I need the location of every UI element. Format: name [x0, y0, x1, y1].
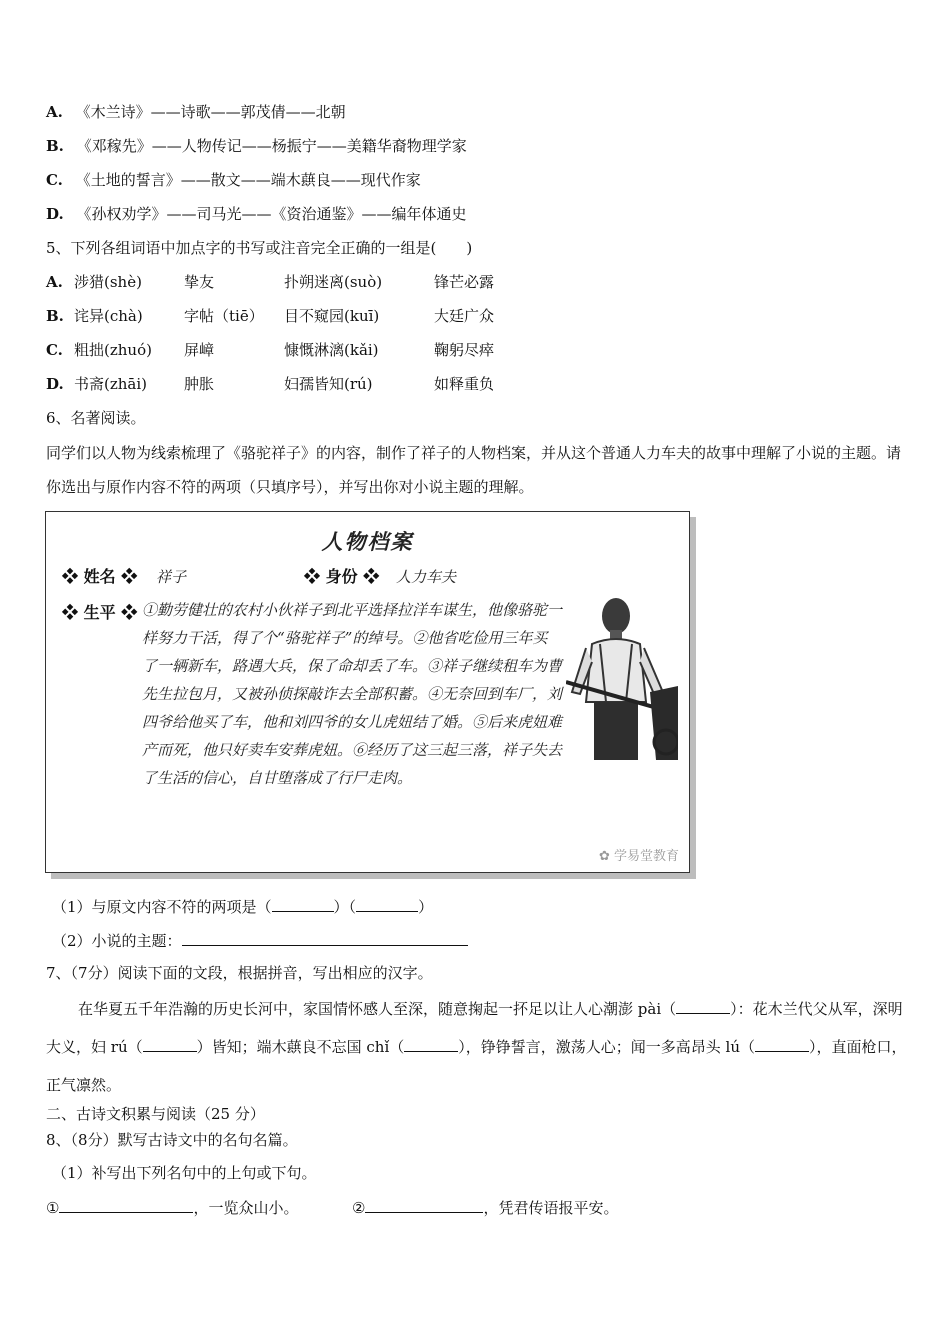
passage-part: 在华夏五千年浩瀚的历史长河中，家国情怀感人至深，随意掬起一抔足以让人心潮澎 pài（ — [78, 1000, 677, 1018]
life-tag — [62, 600, 137, 623]
item-text: ，凭君传语报平安。 — [483, 1199, 619, 1217]
item-text: ，一览众山小。 — [193, 1199, 299, 1217]
q4-option-c — [46, 170, 421, 190]
rickshaw-puller-illustration — [566, 582, 678, 762]
word-cell: 目不窥园(kuī) — [284, 307, 380, 325]
sub1-text: （1）与原文内容不符的两项是（ — [52, 898, 272, 916]
name-value: 祥子 — [156, 568, 187, 586]
word-cell: 慷慨淋漓(kǎi) — [284, 341, 379, 359]
name-tag-label: 姓名 — [83, 567, 116, 586]
ornament-icon: ❖ — [121, 567, 138, 586]
option-label: C. — [46, 171, 63, 189]
life-tag-label: 生平 — [83, 603, 116, 622]
word-cell: 字帖（tiē） — [184, 307, 264, 325]
section-2-heading: 二、古诗文积累与阅读（25 分） — [46, 1105, 265, 1123]
word-cell: 妇孺皆知(rú) — [284, 375, 373, 393]
answer-blank[interactable] — [59, 1196, 193, 1213]
word-cell: 涉猎(shè) — [74, 273, 142, 291]
name-tag — [62, 564, 137, 587]
q5-stem: 5、下列各组词语中加点字的书写或注音完全正确的一组是( ) — [46, 239, 473, 257]
option-label: A. — [46, 273, 63, 291]
option-text: 《木兰诗》——诗歌——郭茂倩——北朝 — [75, 103, 346, 121]
passage-part: ），铮铮誓言，激荡人心；闻一多高昂头 lú（ — [458, 1038, 755, 1056]
word-cell: 粗拙(zhuó) — [74, 341, 152, 359]
option-label: B. — [46, 307, 64, 325]
ornament-icon: ❖ — [62, 603, 79, 622]
answer-blank[interactable] — [356, 895, 418, 912]
ornament-icon: ❖ — [304, 567, 321, 586]
word-cell: 书斋(zhāi) — [74, 375, 148, 393]
ornament-icon: ❖ — [121, 603, 138, 622]
passage-part: ），直面枪口，正气凛然。 — [46, 1038, 907, 1094]
passage-part: ）皆知；端木蕻良不忘国 chǐ（ — [196, 1038, 405, 1056]
item-mark: ① — [46, 1199, 60, 1217]
q6-sub2 — [52, 929, 468, 951]
option-label: B. — [46, 137, 64, 155]
option-label: C. — [46, 341, 63, 359]
option-text: 《土地的誓言》——散文——端木蕻良——现代作家 — [75, 171, 421, 189]
sub1-end: ） — [418, 898, 434, 916]
character-profile-figure — [45, 511, 690, 873]
wechat-icon: ✿ — [598, 849, 610, 864]
word-cell: 扑朔迷离(suò) — [284, 273, 383, 291]
word-cell: 如释重负 — [434, 375, 495, 393]
word-cell: 大廷广众 — [434, 307, 495, 325]
q4-option-a — [46, 102, 346, 122]
sub1-mid: ）（ — [333, 898, 357, 916]
answer-blank[interactable] — [272, 895, 334, 912]
life-text: ①勤劳健壮的农村小伙祥子到北平选择拉洋车谋生，他像骆驼一样努力干活，得了个“骆驼祥子”的绰号。②他省吃俭用三年买了一辆新车，路遇大兵，保了命却丢了车。③祥子继续租车为曹先生拉包月，又被孙侦探敲诈去全部积蓄。④无奈回到车厂，刘四爷给他买了车，他和刘四爷的女儿虎妞结了婚。⑤后来虎妞难产而死，他只好卖车安葬虎妞。⑥经历了这三起三落，祥子失去了生活的信心，自甘堕落成了行尸走肉。 — [142, 601, 563, 787]
q7-passage — [46, 990, 908, 1104]
watermark — [599, 845, 679, 864]
option-text: 《孙权劝学》——司马光——《资治通鉴》——编年体通史 — [76, 205, 467, 223]
passage-part: ）：花木兰代父从军，深明大义，妇 rú（ — [46, 1000, 903, 1056]
identity-tag-label: 身份 — [325, 567, 358, 586]
answer-blank[interactable] — [755, 1035, 809, 1052]
identity-tag — [304, 564, 379, 587]
sub2-text: （2）小说的主题： — [52, 932, 182, 950]
q8-stem: 8、（8分）默写古诗文中的名句名篇。 — [46, 1131, 298, 1149]
option-label: A. — [46, 103, 63, 121]
q7-stem: 7、（7分）阅读下面的文段，根据拼音，写出相应的汉字。 — [46, 964, 433, 982]
answer-blank[interactable] — [676, 997, 730, 1014]
word-cell: 鞠躬尽瘁 — [434, 341, 495, 359]
ornament-icon: ❖ — [363, 567, 380, 586]
answer-blank[interactable] — [182, 929, 468, 946]
word-cell: 肿胀 — [184, 375, 215, 393]
identity-value: 人力车夫 — [396, 568, 457, 586]
word-cell: 诧异(chà) — [74, 307, 143, 325]
answer-blank[interactable] — [365, 1196, 483, 1213]
q8-sub1: （1）补写出下列名句中的上句或下句。 — [52, 1164, 317, 1182]
option-label: D. — [46, 375, 64, 393]
item-mark: ② — [352, 1199, 366, 1217]
answer-blank[interactable] — [143, 1035, 197, 1052]
ornament-icon: ❖ — [62, 567, 79, 586]
answer-blank[interactable] — [404, 1035, 458, 1052]
q6-sub1 — [52, 895, 433, 917]
option-text: 《邓稼先》——人物传记——杨振宁——美籍华裔物理学家 — [76, 137, 467, 155]
q8-items — [46, 1196, 619, 1218]
q4-option-b — [46, 136, 467, 156]
word-cell: 挚友 — [184, 273, 215, 291]
q4-option-d — [46, 204, 467, 224]
q6-intro: 同学们以人物为线索梳理了《骆驼祥子》的内容，制作了祥子的人物档案，并从这个普通人力车夫的故事中理解了小说的主题。请你选出与原作内容不符的两项（只填序号），并写出你对小说主题的理解。 — [46, 444, 902, 496]
q6-stem: 6、名著阅读。 — [46, 409, 146, 427]
word-cell: 锋芒必露 — [434, 273, 495, 291]
word-cell: 屏嶂 — [184, 341, 215, 359]
option-label: D. — [46, 205, 64, 223]
watermark-text: 学易堂教育 — [613, 849, 679, 864]
figure-title: 人物档案 — [321, 529, 414, 554]
